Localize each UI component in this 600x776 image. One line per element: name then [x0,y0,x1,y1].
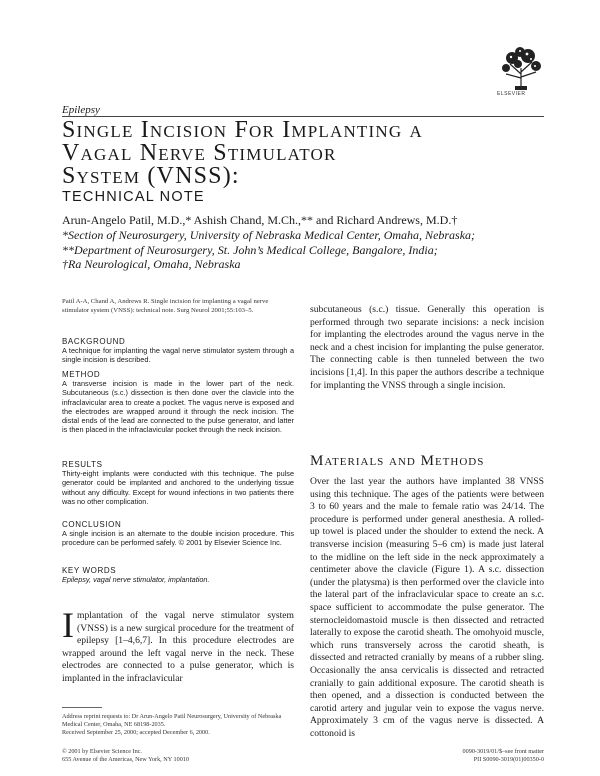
issn-line: 0090-3019/01/$–see front matter [462,748,544,755]
materials-methods-text: Over the last year the authors have implanted 38 VNSS using this technique. The ages of the patients were between 3 to 60 years and the male to female ratio was 24/14. The procedure is performed under general anesthesia. A rolled-up towel is placed under the shoulder to extend the neck. A transverse incision (measuring 5–6 cm) is made just lateral to the midline on the left side in the neck approximately a centimeter above the clavicle (Figure 1). A s.c. dissection (under the platysma) is then performed over the clavicle into the lateral part of the infraclavicular space to create an s.c. space sufficient to accommodate the pulse generator. The sternocleidomastoid muscle is then dissected and retracted laterally to expose the carotid sheath. The omohyoid muscle, which runs transversely across the carotid sheath, is dissected and retracted cranially by means of a rubber sling. Occasionally the ansa cervicalis is dissected and retracted cranially to gain additional exposure. The carotid sheath is then opened, and a dissection is conducted between the carotid artery and jugular vein to expose the vagus nerve. Approximately 3 cm of the vagus nerve is dissected. A cottonoid is [310,476,544,739]
abstract-background-heading: BACKGROUND [62,337,126,346]
affiliation-3: †Ra Neurological, Omaha, Nebraska [62,257,241,272]
abstract-conclusion-heading: CONCLUSION [62,520,122,529]
citation: Patil A-A, Chand A, Andrews R. Single incision for implanting a vagal nerve stimulator system (VNSS): technical note. Surg Neurol 2001;55:103–5. [62,298,269,314]
intro-paragraph [62,605,294,686]
section-label: Epilepsy [62,104,100,116]
affiliation-2: **Department of Neurosurgery, St. John’s Medical College, Bangalore, India; [62,242,438,257]
copyright-publisher: © 2001 by Elsevier Science Inc. [62,748,142,755]
copyright-left [62,748,189,764]
drop-cap: I [62,605,74,645]
abstract-background [62,337,294,365]
abstract-results-heading: RESULTS [62,460,103,469]
title-line-3: System (VNSS): [62,163,240,189]
keywords-heading: KEY WORDS [62,566,117,575]
author-line: Arun-Angelo Patil, M.D.,* Ashish Chand, M.Ch.,** and Richard Andrews, M.D.† [62,213,458,227]
article-title [62,119,423,188]
intro-text: mplantation of the vagal nerve stimulator system (VNSS) is a new surgical procedure for the treatment of epilepsy [1–4,6,7]. In this procedure electrodes are wrapped around the left vagal nerve in the neck. These electrodes are connected to a pulse generator, which is implanted in the infraclavicular [62,610,294,684]
abstract-results-text: Thirty-eight implants were conducted with this technique. The pulse generator could be implanted and anchored to the underlying tissue without any difficulty. Except for wound infections in two patients there was no other complication. [62,469,294,506]
abstract-conclusion-text: A single incision is an alternate to the double incision procedure. This procedure can be performed safely. © 2001 by Elsevier Science Inc. [62,529,294,548]
footnote-received: Received September 25, 2000; accepted December 6, 2000. [62,729,210,736]
copyright-address: 655 Avenue of the Americas, New York, NY 10010 [62,756,189,763]
abstract-background-text: A technique for implanting the vagal nerve stimulator system through a single incision is described. [62,346,294,365]
abstract-results [62,460,294,506]
abstract-keywords [62,566,294,584]
keywords-text: Epilepsy, vagal nerve stimulator, implantation. [62,575,210,584]
title-line-1: Single Incision For Implanting a [62,117,424,143]
footnote [62,713,294,737]
affiliation-1: *Section of Neurosurgery, University of Nebraska Medical Center, Omaha, Nebraska; [62,227,476,242]
pii-line: PII S0090-3019(01)00350-0 [473,756,544,763]
right-intro-paragraph: subcutaneous (s.c.) tissue. Generally this operation is performed through two separate incisions: a neck incision for implanting the electrodes around the vagus nerve in the neck and a chest incision for implanting the pulse generator. The connecting cable is then tunneled between the two incisions [1,4]. In this paper the authors describe a technique for implanting the VNSS through a single incision. [310,304,544,391]
materials-methods-heading: Materials and Methods [310,453,485,469]
abstract-method [62,370,294,435]
abstract-method-text: A transverse incision is made in the lower part of the neck. Subcutaneous (s.c.) dissection is then done over the clavicle into the infraclavicular area to create a pocket. The vagus nerve is exposed and the electrodes are wrapped around it through the neck incision. The distal ends of the lead are connected to the pulse generator, and latter is then placed in the infraclavicular pocket through the neck incision. [62,379,294,435]
elsevier-wordmark: ELSEVIER [497,91,526,97]
footnote-rule [62,707,102,708]
title-line-2: Vagal Nerve Stimulator [62,140,337,166]
elsevier-tree-logo-icon [498,44,544,92]
copyright-right [430,748,544,764]
author-block [62,213,475,272]
abstract-conclusion [62,520,294,548]
footnote-address: Address reprint requests to: Dr Arun-Angelo Patil Neurosurgery, University of Nebraska Medical Center, Omaha, NE 68198-2035. [62,713,282,728]
abstract-method-heading: METHOD [62,370,101,379]
article-subtitle: TECHNICAL NOTE [62,189,205,205]
